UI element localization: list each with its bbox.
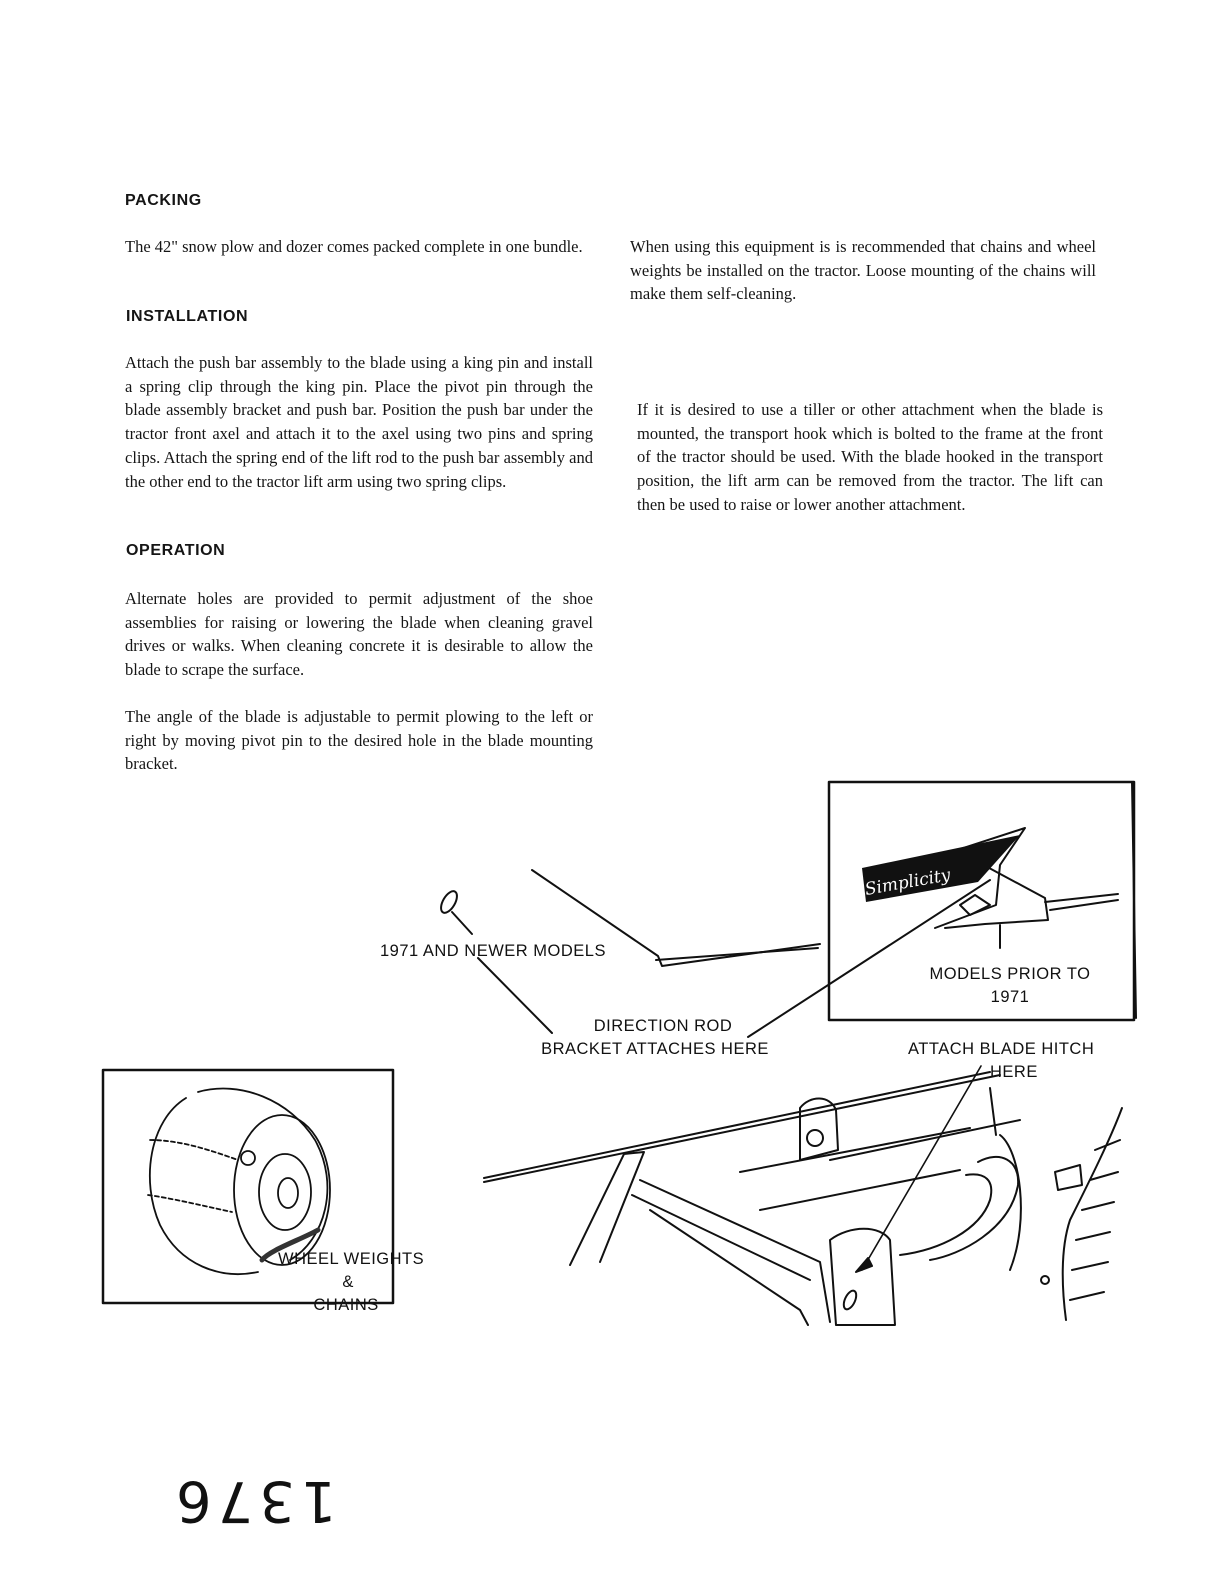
operation-heading: OPERATION bbox=[126, 542, 226, 559]
label-attach-hitch-line-2: HERE bbox=[990, 1063, 1038, 1081]
wheel-illustration bbox=[148, 1089, 330, 1275]
label-wheel-line-2: & bbox=[342, 1273, 354, 1291]
leader-attach-hitch bbox=[862, 1066, 981, 1270]
label-models-prior-to-1971: MODELS PRIOR TO 1971 bbox=[929, 965, 1091, 1006]
label-attach-blade-hitch bbox=[908, 1038, 1094, 1084]
label-direction-rod bbox=[530, 1015, 780, 1061]
pin-icon bbox=[438, 889, 472, 934]
simplicity-logo bbox=[862, 835, 1020, 902]
chains-note: When using this equipment is is recommended that chains and wheel weights be installed on the tractor. Loose mounting of the chains will make them self-cleaning. bbox=[630, 237, 1096, 304]
label-wheel-line-1: WHEEL WEIGHTS bbox=[278, 1250, 425, 1268]
label-wheel-line-3: CHAINS bbox=[313, 1296, 379, 1314]
label-wheel-weights-chains bbox=[278, 1248, 424, 1317]
operation-text-2: The angle of the blade is adjustable to permit plowing to the left or right by moving pivot pin to the desired hole in the blade mounting bracket. bbox=[125, 707, 593, 774]
operation-text-1: Alternate holes are provided to permit adjustment of the shoe assemblies for raising or lowering the blade when cleaning gravel drives or walks. When cleaning concrete it is desirable to allow the blade to scrape the surface. bbox=[125, 589, 593, 680]
label-direction-rod-line-1: DIRECTION ROD bbox=[593, 1017, 733, 1035]
tiller-note: If it is desired to use a tiller or other attachment when the blade is mounted, the transport hook which is bolted to the frame at the front of the tractor should be used. With the blade hooked in the transport position, the lift arm can be removed from the tractor. The lift can then be used to raise or lower another attachment. bbox=[637, 400, 1103, 514]
packing-text: The 42" snow plow and dozer comes packed complete in one bundle. bbox=[125, 237, 583, 256]
logo-text: Simplicity bbox=[863, 865, 952, 900]
installation-text: Attach the push bar assembly to the blade using a king pin and install a spring clip through the king pin. Place the pivot pin through the blade assembly bracket and push bar. Position the push bar under the tractor front axel and attach it to the axel using two pins and spring clips. Attach the spring end of the lift rod to the push bar assembly and the other end to the tractor lift arm using two spring clips. bbox=[125, 353, 593, 491]
packing-heading: PACKING bbox=[125, 192, 202, 209]
leader-prior-models bbox=[748, 880, 990, 1037]
label-attach-hitch-line-1: ATTACH BLADE HITCH bbox=[908, 1040, 1095, 1058]
tractor-frame-illustration bbox=[484, 1072, 1122, 1325]
label-1971-newer-models: 1971 AND NEWER MODELS bbox=[380, 942, 606, 960]
installation-heading: INSTALLATION bbox=[126, 308, 249, 325]
label-direction-rod-line-2: BRACKET ATTACHES HERE bbox=[541, 1040, 769, 1058]
stamp-number: 1376 bbox=[170, 1468, 337, 1533]
